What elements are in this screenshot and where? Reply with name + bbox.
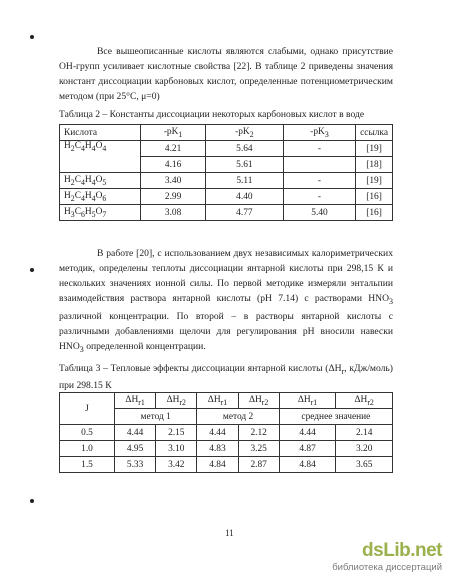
cell-pk1: 3.08 (141, 205, 206, 221)
cell-pk2: 5.11 (205, 173, 283, 189)
header-acid: Кислота (60, 125, 141, 141)
watermark (332, 540, 442, 573)
paragraph-method (59, 246, 393, 357)
cell-value: 4.87 (279, 441, 336, 457)
cell-pk2: 4.77 (205, 205, 283, 221)
header-j: J (60, 393, 115, 425)
cell-value: 3.20 (336, 441, 393, 457)
table-header-row (60, 393, 393, 409)
header-pk2: $-pK_2$ (205, 125, 283, 141)
header-pk3: $-pK_3$ (283, 125, 355, 141)
cell-j: 0.5 (60, 425, 115, 441)
paragraph-method-text: В работе [20], с использованием двух независимых калориметрических методик, определены теплоты диссоциации янтарной кислоты при 298,15 К и нескольких значениях ионной силы. По первой методике измеряли энтальпии взаимодействия раствора янтарной кислоты (рН 7.14) с растворами $HNO_3$ различной концентрации. По второй – в растворы янтарной кислоты с различными добавлениями щелочи для регулирования рН вносили навески $HNO_3$ определенной концентрации. (59, 248, 393, 354)
header-dh1: $\Delta H_{r1}$ (279, 393, 336, 409)
acid-formula: $H_2C_4H_4O_6$ (60, 189, 141, 205)
cell-value: 4.44 (279, 425, 336, 441)
cell-pk2: 5.64 (205, 141, 283, 157)
cell-value: 2.12 (238, 425, 279, 441)
cell-pk3: 5.40 (283, 205, 355, 221)
cell-value: 3.42 (156, 457, 197, 473)
cell-pk3: - (283, 173, 355, 189)
cell-value: 4.83 (197, 441, 238, 457)
cell-value: 3.65 (336, 457, 393, 473)
table-row (60, 205, 393, 221)
cell-ref: [18] (356, 157, 393, 173)
table-dissociation-constants (59, 124, 393, 221)
group-method-1: метод 1 (115, 409, 197, 425)
cell-value: 3.25 (238, 441, 279, 457)
margin-dot (30, 499, 34, 503)
header-dh1: $\Delta H_{r1}$ (197, 393, 238, 409)
cell-pk3: - (283, 189, 355, 205)
header-pk1: $-pK_1$ (141, 125, 206, 141)
cell-value: 4.44 (197, 425, 238, 441)
cell-value: 4.84 (197, 457, 238, 473)
header-ref: ссылка (356, 125, 393, 141)
margin-dot (30, 268, 34, 272)
paragraph-intro (59, 44, 393, 104)
cell-value: 4.44 (115, 425, 156, 441)
table-heat-effects (59, 392, 393, 473)
cell-value: 2.87 (238, 457, 279, 473)
table-row (60, 441, 393, 457)
cell-pk1: 2.99 (141, 189, 206, 205)
table-row (60, 189, 393, 205)
cell-pk3: - (283, 141, 355, 157)
cell-value: 5.33 (115, 457, 156, 473)
cell-pk3 (283, 157, 355, 173)
table3-caption: Таблица 3 – Тепловые эффекты диссоциации янтарной кислоты ($\Delta H_r$, кДж/моль) при 298.15 К (59, 363, 393, 391)
cell-ref: [19] (356, 173, 393, 189)
acid-formula: $H_2C_4H_4O_5$ (60, 173, 141, 189)
margin-dot (30, 35, 34, 39)
watermark-logo: dsLib.net (362, 540, 442, 561)
cell-ref: [19] (356, 141, 393, 157)
acid-formula: $H_3C_6H_5O_7$ (60, 205, 141, 221)
watermark-subtitle: библиотека диссертаций (332, 562, 442, 573)
cell-value: 2.14 (336, 425, 393, 441)
group-average: среднее значение (279, 409, 392, 425)
cell-j: 1.0 (60, 441, 115, 457)
cell-pk2: 5.61 (205, 157, 283, 173)
group-method-2: метод 2 (197, 409, 279, 425)
paragraph-intro-text: Все вышеописанные кислоты являются слабыми, однако присутствие ОН-групп усиливает кислотные свойства [22]. В таблице 2 приведены значения констант диссоциации карбоновых кислот, определенные потенциометрическим методом (при 25°С, μ=0) (59, 46, 393, 102)
table-row (60, 173, 393, 189)
cell-pk2: 4.40 (205, 189, 283, 205)
cell-value: 2.15 (156, 425, 197, 441)
table-row (60, 425, 393, 441)
page-number: 11 (225, 528, 234, 538)
cell-value: 4.95 (115, 441, 156, 457)
header-dh2: $\Delta H_{r2}$ (156, 393, 197, 409)
cell-value: 3.10 (156, 441, 197, 457)
table2-caption: Таблица 2 – Константы диссоциации некоторых карбоновых кислот в воде (59, 109, 365, 120)
header-dh2: $\Delta H_{r2}$ (336, 393, 393, 409)
cell-value: 4.84 (279, 457, 336, 473)
table-row (60, 141, 393, 157)
table-header-row (60, 125, 393, 141)
header-dh1: $\Delta H_{r1}$ (115, 393, 156, 409)
acid-formula: $H_2C_4H_4O_4$ (60, 141, 141, 173)
table-row (60, 457, 393, 473)
cell-j: 1.5 (60, 457, 115, 473)
header-dh2: $\Delta H_{r2}$ (238, 393, 279, 409)
cell-ref: [16] (356, 189, 393, 205)
cell-ref: [16] (356, 205, 393, 221)
cell-pk1: 3.40 (141, 173, 206, 189)
cell-pk1: 4.21 (141, 141, 206, 157)
cell-pk1: 4.16 (141, 157, 206, 173)
